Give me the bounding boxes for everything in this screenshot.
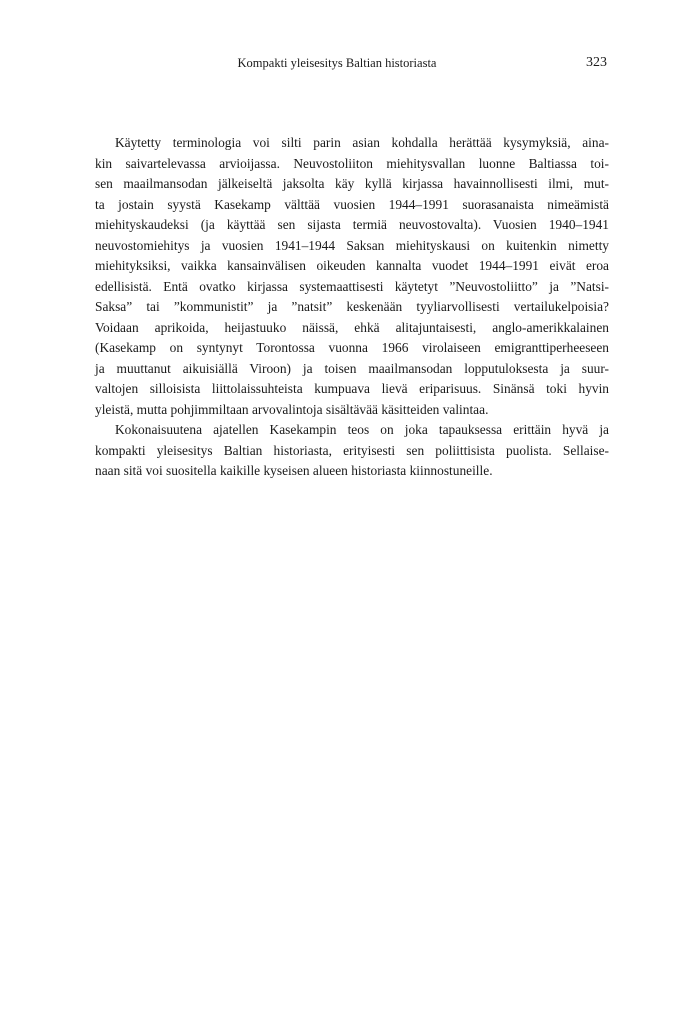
text-line: yleistä, mutta pohjimmiltaan arvovalintoja sisältävää käsitteiden valintaa.	[95, 401, 489, 417]
paragraph-2	[95, 420, 609, 482]
text-line: Kokonaisuutena ajatellen Kasekampin teos on joka tapauksessa erittäin hyvä ja	[115, 422, 609, 437]
text-line: Saksa” tai ”kommunistit” ja ”natsit” keskenään tyyliarvollisesti vertailukelpoisia?	[95, 299, 609, 314]
text-line: Voidaan aprikoida, heijastuuko näissä, ehkä alitajuntaisesti, anglo-amerikkalainen	[95, 319, 609, 335]
text-line: Käytetty terminologia voi silti parin asian kohdalla herättää kysymyksiä, aina-	[115, 135, 609, 150]
body-text	[95, 133, 609, 482]
text-line: naan sitä voi suositella kaikille kyseisen alueen historiasta kiinnostuneille.	[95, 463, 493, 478]
text-line: miehityksiksi, vaikka kansainvälisen oikeuden kannalta vuodet 1944–1991 eivät eroa	[95, 258, 609, 273]
paragraph-1	[95, 133, 609, 420]
page-number: 323	[586, 55, 607, 70]
running-title: Kompakti yleisesitys Baltian historiasta	[237, 56, 437, 70]
text-line: ja muuttanut aikuisiällä Viroon) ja toisen maailmansodan lopputuloksesta ja suur-	[95, 360, 609, 376]
text-line: kompakti yleisesitys Baltian historiasta, erityisesti sen poliittisista puolista. Sellaise-	[95, 442, 609, 458]
text-line: miehityskaudeksi (ja käyttää sen sijasta termiä neuvostovalta). Vuosien 1940–1941	[95, 217, 609, 232]
text-line: neuvostomiehitys ja vuosien 1941–1944 Saksan miehityskausi on kuitenkin nimetty	[95, 237, 609, 253]
text-line: kin saivartelevassa arvioijassa. Neuvostoliiton miehitysvallan luonne Baltiassa toi-	[95, 155, 609, 171]
text-line: (Kasekamp on syntynyt Torontossa vuonna 1966 virolaiseen emigranttiperheeseen	[95, 340, 609, 355]
running-head	[107, 56, 607, 70]
text-line: ta jostain syystä Kasekamp välttää vuosien 1944–1991 suorasanaista nimeämistä	[95, 196, 609, 212]
text-line: sen maailmansodan jälkeiseltä jaksolta käy kyllä kirjassa havainnollisesti ilmi, mut-	[95, 176, 609, 191]
text-line: valtojen silloisista liittolaissuhteista kumpuava lievä eriparisuus. Sinänsä toki hyvin	[95, 381, 609, 396]
text-line: edellisistä. Entä ovatko kirjassa systemaattisesti käytetyt ”Neuvostoliitto” ja ”Natsi-	[95, 278, 609, 294]
